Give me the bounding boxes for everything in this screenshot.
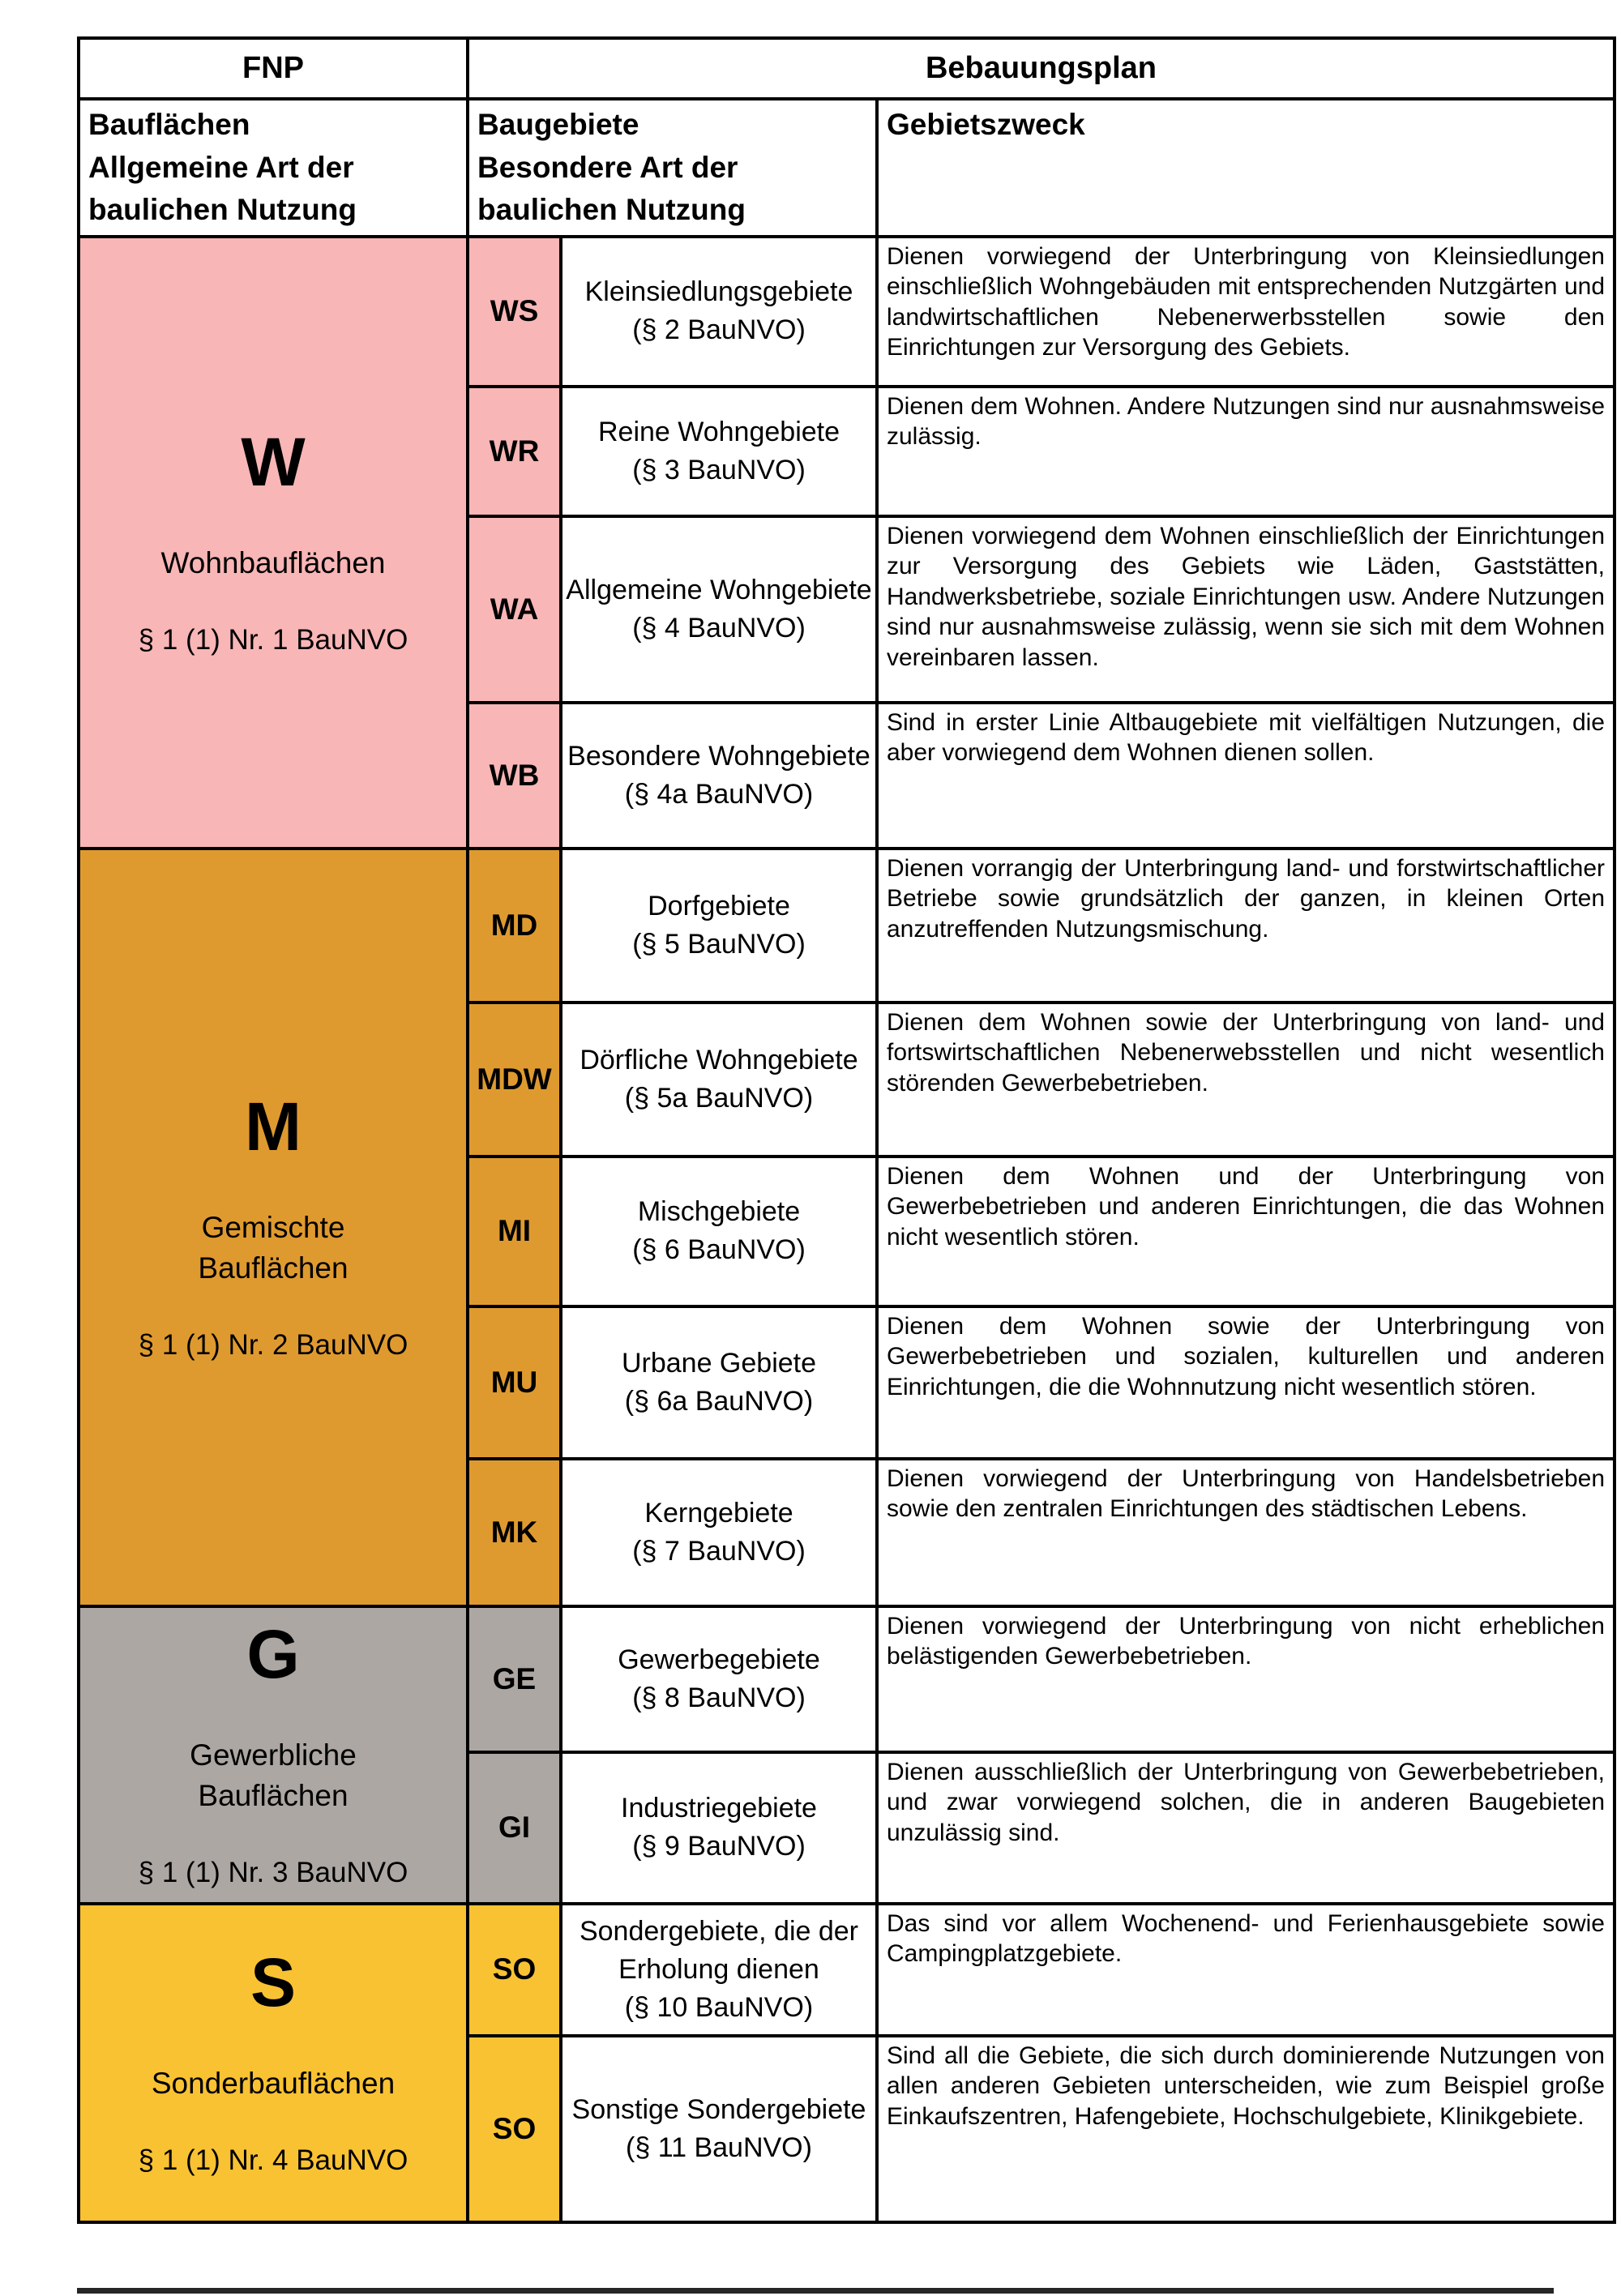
zweck-cell-mu: Dienen dem Wohnen sowie der Unterbringung von Gewerbebetrieben und sozialen, kulturellen und anderen Einrichtungen, die die Wohnnutzung nicht wesentlich stören. bbox=[877, 1306, 1615, 1459]
table-row-md bbox=[79, 849, 1615, 1003]
zoning-table bbox=[77, 36, 1616, 2224]
group-s-content bbox=[80, 1944, 466, 2177]
table-row-ws bbox=[79, 237, 1615, 387]
group-g-content bbox=[80, 1616, 466, 1889]
group-cell-w bbox=[79, 237, 468, 849]
group-w-name: Wohnbauflächen bbox=[160, 546, 386, 580]
code-cell-ws: WS bbox=[468, 237, 561, 387]
zweck-cell-gi: Dienen ausschließlich der Unterbringung von Gewerbebetrieben, und zwar vorwiegend solchen, die in anderen Baugebieten unzulässig sind. bbox=[877, 1752, 1615, 1904]
name-cell-so-sonstige: Sonstige Sondergebiete (§ 11 BauNVO) bbox=[561, 2036, 877, 2222]
zweck-cell-mdw: Dienen dem Wohnen sowie der Unterbringung von land- und fortswirtschaftlichen Nebenerwebsstellen und nicht wesentlich störenden Gewerbebetrieben. bbox=[877, 1003, 1615, 1157]
group-m-letter: M bbox=[245, 1088, 302, 1165]
code-cell-mi: MI bbox=[468, 1157, 561, 1306]
group-g-name: Gewerbliche Bauflächen bbox=[190, 1738, 357, 1813]
zweck-cell-mk: Dienen vorwiegend der Unterbringung von Handelsbetrieben sowie den zentralen Einrichtungen des städtischen Lebens. bbox=[877, 1459, 1615, 1606]
header-baugebiete-cell: Baugebiete Besondere Art der baulichen Nutzung bbox=[468, 99, 877, 237]
zweck-cell-mi: Dienen dem Wohnen und der Unterbringung von Gewerbebetrieben und anderen Einrichtungen, die das Wohnen nicht wesentlich stören. bbox=[877, 1157, 1615, 1306]
group-s-letter: S bbox=[250, 1944, 297, 2021]
group-g-law: § 1 (1) Nr. 3 BauNVO bbox=[138, 1857, 408, 1889]
group-cell-s bbox=[79, 1904, 468, 2222]
code-cell-mk: MK bbox=[468, 1459, 561, 1606]
name-cell-mi: Mischgebiete (§ 6 BauNVO) bbox=[561, 1157, 877, 1306]
header-bauflaechen-cell: Bauflächen Allgemeine Art der baulichen Nutzung bbox=[79, 99, 468, 237]
group-cell-g bbox=[79, 1606, 468, 1904]
name-cell-so-erholung: Sondergebiete, die der Erholung dienen (§ 10 BauNVO) bbox=[561, 1904, 877, 2036]
zweck-cell-wa: Dienen vorwiegend dem Wohnen einschließlich der Einrichtungen zur Versorgung des Gebiets wie Läden, Gaststätten, Handwerksbetriebe, soziale Einrichtungen usw. Andere Nutzungen sind nur ausnahmsweise zulässig, wenn sie sich mit dem Wohnen vereinbaren lassen. bbox=[877, 516, 1615, 703]
zweck-cell-ws: Dienen vorwiegend der Unterbringung von Kleinsiedlungen einschließlich Wohngebäuden mit entsprechenden Nutzgärten und landwirtschaftlichen Nebenerwerbsstellen sowie den Einrichtungen zur Versorgung des Gebiets. bbox=[877, 237, 1615, 387]
table-row-ge bbox=[79, 1606, 1615, 1752]
code-cell-wb: WB bbox=[468, 703, 561, 849]
code-cell-so-sonstige: SO bbox=[468, 2036, 561, 2222]
group-m-content bbox=[80, 1088, 466, 1362]
code-cell-ge: GE bbox=[468, 1606, 561, 1752]
name-cell-mu: Urbane Gebiete (§ 6a BauNVO) bbox=[561, 1306, 877, 1459]
zweck-cell-wb: Sind in erster Linie Altbaugebiete mit vielfältigen Nutzungen, die aber vorwiegend dem Wohnen dienen sollen. bbox=[877, 703, 1615, 849]
name-cell-ws: Kleinsiedlungsgebiete (§ 2 BauNVO) bbox=[561, 237, 877, 387]
group-w-letter: W bbox=[241, 424, 306, 501]
group-cell-m bbox=[79, 849, 468, 1606]
name-cell-mk: Kerngebiete (§ 7 BauNVO) bbox=[561, 1459, 877, 1606]
group-g-letter: G bbox=[246, 1616, 300, 1693]
name-cell-wa: Allgemeine Wohngebiete (§ 4 BauNVO) bbox=[561, 516, 877, 703]
code-cell-md: MD bbox=[468, 849, 561, 1003]
code-cell-wr: WR bbox=[468, 387, 561, 516]
zweck-cell-so-sonstige: Sind all die Gebiete, die sich durch dominierende Nutzungen von allen anderen Gebieten unterscheiden, wie zum Beispiel große Einkaufszentren, Hafengebiete, Hochschulgebiete, Klinikgebiete. bbox=[877, 2036, 1615, 2222]
name-cell-mdw: Dörfliche Wohngebiete (§ 5a BauNVO) bbox=[561, 1003, 877, 1157]
zweck-cell-ge: Dienen vorwiegend der Unterbringung von nicht erheblichen belästigenden Gewerbebetrieben. bbox=[877, 1606, 1615, 1752]
header-gebietszweck-cell: Gebietszweck bbox=[877, 99, 1615, 237]
header-row-2 bbox=[79, 99, 1615, 237]
header-fnp-cell: FNP bbox=[79, 38, 468, 99]
page-bottom-edge bbox=[77, 2288, 1554, 2294]
code-cell-mdw: MDW bbox=[468, 1003, 561, 1157]
group-w-content bbox=[80, 424, 466, 656]
zweck-cell-md: Dienen vorrangig der Unterbringung land- und forstwirtschaftlicher Betriebe sowie grundsätzlich der ganzen, in kleinen Orten anzutreffenden Nutzungsmischung. bbox=[877, 849, 1615, 1003]
header-bebauungsplan-cell: Bebauungsplan bbox=[468, 38, 1615, 99]
group-w-law: § 1 (1) Nr. 1 BauNVO bbox=[138, 624, 408, 656]
code-cell-wa: WA bbox=[468, 516, 561, 703]
table-row-so1 bbox=[79, 1904, 1615, 2036]
group-m-name: Gemischte Bauflächen bbox=[198, 1211, 349, 1285]
group-m-law: § 1 (1) Nr. 2 BauNVO bbox=[138, 1329, 408, 1362]
name-cell-gi: Industriegebiete (§ 9 BauNVO) bbox=[561, 1752, 877, 1904]
name-cell-ge: Gewerbegebiete (§ 8 BauNVO) bbox=[561, 1606, 877, 1752]
name-cell-md: Dorfgebiete (§ 5 BauNVO) bbox=[561, 849, 877, 1003]
name-cell-wb: Besondere Wohngebiete (§ 4a BauNVO) bbox=[561, 703, 877, 849]
header-row-1 bbox=[79, 38, 1615, 99]
zweck-cell-wr: Dienen dem Wohnen. Andere Nutzungen sind nur ausnahmsweise zulässig. bbox=[877, 387, 1615, 516]
code-cell-mu: MU bbox=[468, 1306, 561, 1459]
group-s-law: § 1 (1) Nr. 4 BauNVO bbox=[138, 2144, 408, 2177]
name-cell-wr: Reine Wohngebiete (§ 3 BauNVO) bbox=[561, 387, 877, 516]
code-cell-gi: GI bbox=[468, 1752, 561, 1904]
code-cell-so-erholung: SO bbox=[468, 1904, 561, 2036]
zweck-cell-so-erholung: Das sind vor allem Wochenend- und Ferienhausgebiete sowie Campingplatzgebiete. bbox=[877, 1904, 1615, 2036]
group-s-name: Sonderbauflächen bbox=[151, 2067, 396, 2101]
